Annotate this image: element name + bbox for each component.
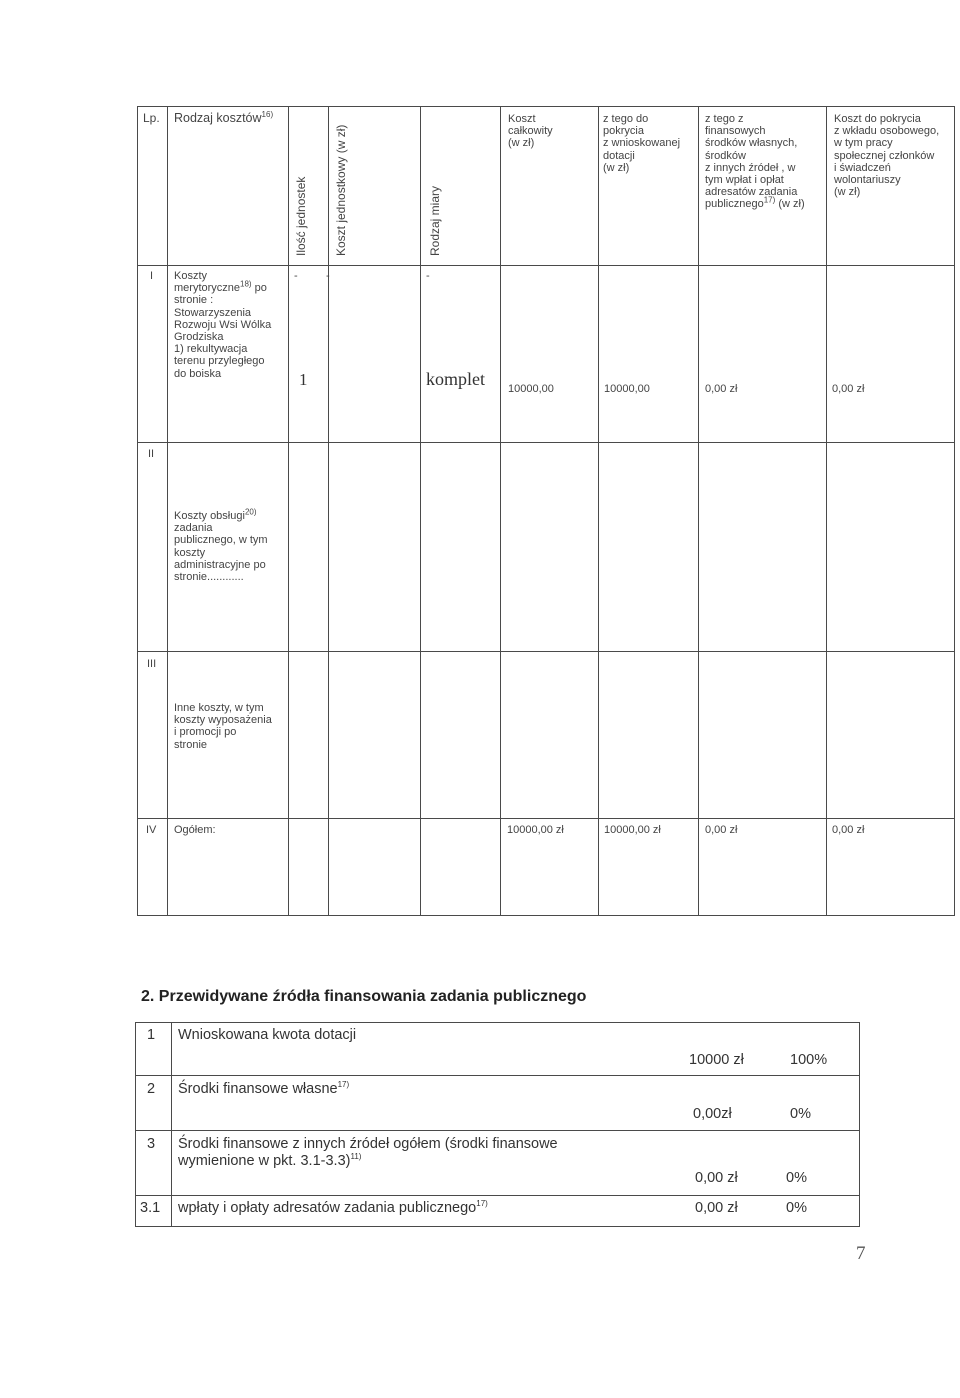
row-IV-lp: IV — [146, 824, 157, 836]
table-line — [137, 106, 138, 916]
row-II-desc-sup: 20) — [244, 507, 257, 517]
header-rodzaj-text: Rodzaj kosztów — [174, 111, 262, 125]
header-lp: Lp. — [143, 111, 160, 125]
financing-row-2-num: 2 — [147, 1081, 156, 1097]
financing-row-3-num: 3 — [147, 1136, 156, 1152]
table-line — [135, 1022, 136, 1227]
header-srodki-text: z tego z finansowych środków własnych, środków z innych źródeł , w tym wpłat i opłat adresatów zadania publicznego — [705, 113, 798, 211]
header-dotacja: z tego do pokrycia z wnioskowanej dotacji (w zł) — [603, 113, 681, 174]
header-srodki-finansowe — [705, 113, 805, 211]
table-line — [135, 1075, 860, 1076]
row-IV-dotacja: 10000,00 zł — [604, 824, 661, 836]
header-koszt-jednostkowy: Koszt jednostkowy (w zł) — [334, 124, 348, 256]
section-title: 2. Przewidywane źródła finansowania zadania publicznego — [141, 988, 587, 1005]
financing-row-1-label: Wnioskowana kwota dotacji — [178, 1027, 357, 1043]
row-III-description: Inne koszty, w tym koszty wyposażenia i promocji po stronie — [174, 702, 272, 751]
financing-row-1-amount: 10000 zł — [689, 1052, 744, 1068]
row-I-description — [174, 270, 271, 380]
table-line — [288, 106, 289, 916]
row-I-dash-koszt: - — [326, 270, 330, 282]
row-I-desc-part1: Koszty merytoryczne — [174, 270, 241, 295]
table-line — [135, 1195, 860, 1196]
header-rodzaj-sup: 16) — [261, 109, 274, 119]
row-I-rodzaj-miary: komplet — [426, 369, 485, 389]
row-IV-srodki-finansowe: 0,00 zł — [705, 824, 738, 836]
table-line — [500, 106, 501, 916]
financing-row-31-amount: 0,00 zł — [695, 1200, 738, 1216]
table-line — [167, 106, 168, 916]
table-line — [137, 651, 955, 652]
row-III-lp: III — [147, 658, 157, 670]
row-I-wklad-osobowy: 0,00 zł — [832, 383, 865, 395]
header-koszt-calkowity: Koszt całkowity (w zł) — [508, 113, 553, 150]
page-number: 7 — [856, 1243, 866, 1264]
row-I-lp: I — [150, 270, 154, 282]
table-line — [859, 1022, 860, 1227]
financing-row-3-text: Środki finansowe z innych źródeł ogółem (środki finansowe wymienione w pkt. 3.1-3.3) — [178, 1136, 558, 1169]
table-line — [135, 1022, 860, 1023]
financing-row-2-percent: 0% — [790, 1106, 811, 1122]
table-line — [826, 106, 827, 916]
row-I-srodki-finansowe: 0,00 zł — [705, 383, 738, 395]
table-line — [137, 442, 955, 443]
table-line — [137, 915, 955, 916]
header-rodzaj-miary: Rodzaj miary — [428, 185, 442, 256]
financing-row-31-sup: 17) — [476, 1199, 488, 1209]
financing-row-31-percent: 0% — [786, 1200, 807, 1216]
table-line — [135, 1226, 860, 1227]
financing-row-2-amount: 0,00zł — [693, 1106, 732, 1122]
table-line — [171, 1022, 172, 1227]
row-II-desc-part2: zadania publicznego, w tym koszty administracyjne po stronie............ — [174, 522, 268, 584]
financing-row-31-label — [178, 1200, 488, 1216]
row-I-dotacja: 10000,00 — [604, 383, 650, 395]
row-I-dash-ilosc: - — [294, 270, 298, 282]
financing-row-3-label — [178, 1136, 558, 1170]
header-ilosc-jednostek: Ilość jednostek — [294, 176, 308, 256]
row-IV-description: Ogółem: — [174, 824, 216, 836]
financing-row-3-amount: 0,00 zł — [695, 1170, 738, 1186]
table-line — [137, 106, 955, 107]
row-I-desc-part2: po stronie : Stowarzyszenia Rozwoju Wsi Wólka Grodziska 1) rekultywacja terenu przyległego do boiska — [174, 282, 272, 380]
financing-row-1-percent: 100% — [790, 1052, 828, 1068]
row-II-desc-part1: Koszty obsługi — [174, 510, 245, 522]
row-II-lp: II — [148, 448, 155, 460]
table-line — [137, 265, 955, 266]
header-srodki-tail: (w zł) — [778, 198, 805, 211]
financing-row-3-percent: 0% — [786, 1170, 807, 1186]
row-I-dash-miara: - — [426, 270, 430, 282]
financing-row-1-num: 1 — [147, 1027, 156, 1043]
financing-row-2-text: Środki finansowe własne — [178, 1081, 338, 1097]
table-line — [328, 106, 329, 916]
table-line — [598, 106, 599, 916]
header-srodki-sup: 17) — [763, 195, 776, 205]
row-I-ilosc: 1 — [299, 370, 308, 389]
row-II-description — [174, 507, 268, 584]
table-line — [698, 106, 699, 916]
table-line — [135, 1130, 860, 1131]
row-I-koszt-calkowity: 10000,00 — [508, 383, 554, 395]
financing-row-3-sup: 11) — [350, 1152, 362, 1162]
table-line — [137, 818, 955, 819]
financing-row-31-text: wpłaty i opłaty adresatów zadania publicznego — [178, 1200, 477, 1216]
header-rodzaj-kosztow — [174, 109, 274, 125]
table-line — [420, 106, 421, 916]
financing-row-2-label — [178, 1081, 349, 1097]
row-IV-wklad-osobowy: 0,00 zł — [832, 824, 865, 836]
financing-row-31-num: 3.1 — [140, 1200, 161, 1216]
financing-row-2-sup: 17) — [337, 1080, 350, 1090]
header-wklad-osobowy: Koszt do pokrycia z wkładu osobowego, w tym pracy społecznej członków i świadczeń wolontariuszy (w zł) — [834, 113, 940, 199]
table-line — [954, 106, 955, 916]
row-I-desc-sup: 18) — [240, 279, 252, 289]
row-IV-koszt-calkowity: 10000,00 zł — [507, 824, 564, 836]
